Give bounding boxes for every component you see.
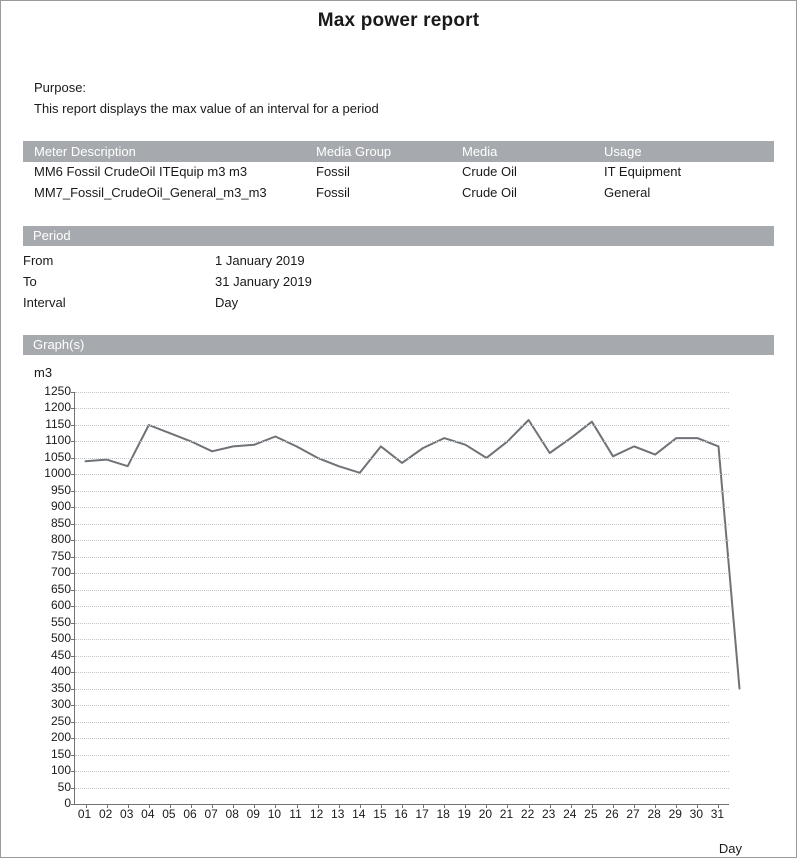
cell-media: Crude Oil xyxy=(462,164,517,179)
y-tick-label: 350 xyxy=(50,680,71,695)
x-tick-label: 11 xyxy=(289,807,302,821)
chart-gridline xyxy=(75,573,729,574)
y-tick-mark xyxy=(71,458,75,459)
y-tick-label: 1050 xyxy=(44,449,71,464)
period-value-from: 1 January 2019 xyxy=(215,253,305,268)
meters-section xyxy=(23,141,774,204)
chart xyxy=(1,386,754,856)
list-item xyxy=(23,271,774,292)
x-tick-label: 24 xyxy=(563,807,577,821)
y-tick-mark xyxy=(71,540,75,541)
y-tick-mark xyxy=(71,639,75,640)
column-header-media: Media xyxy=(462,141,604,162)
y-tick-label: 200 xyxy=(50,730,71,745)
y-tick-label: 300 xyxy=(50,697,71,712)
y-tick-mark xyxy=(71,623,75,624)
chart-gridline xyxy=(75,738,729,739)
purpose-text: This report displays the max value of an interval for a period xyxy=(34,101,379,116)
x-tick-label: 04 xyxy=(141,807,155,821)
y-tick-label: 1250 xyxy=(44,384,71,398)
y-tick-label: 950 xyxy=(50,482,71,497)
y-tick-label: 700 xyxy=(50,565,71,580)
x-tick-label: 07 xyxy=(204,807,218,821)
x-tick-label: 12 xyxy=(309,807,324,821)
y-tick-label: 250 xyxy=(50,713,71,728)
y-tick-mark xyxy=(71,689,75,690)
x-tick-label: 25 xyxy=(584,807,598,821)
x-tick-label: 19 xyxy=(457,807,471,821)
period-key-from: From xyxy=(23,253,54,268)
y-tick-mark xyxy=(71,804,75,805)
chart-gridline xyxy=(75,639,729,640)
purpose-label: Purpose: xyxy=(34,80,87,95)
period-section xyxy=(23,226,774,313)
period-value-to: 31 January 2019 xyxy=(215,274,312,289)
y-tick-label: 650 xyxy=(50,581,71,596)
x-tick-label: 15 xyxy=(373,807,387,821)
y-tick-mark xyxy=(71,738,75,739)
column-header-media-group: Media Group xyxy=(316,141,462,162)
x-tick-label: 02 xyxy=(98,807,113,821)
y-tick-mark xyxy=(71,425,75,426)
cell-meter-description: MM7_Fossil_CrudeOil_General_m3_m3 xyxy=(34,185,267,200)
y-axis-unit-label: m3 xyxy=(34,365,53,380)
chart-gridline xyxy=(75,524,729,525)
cell-media-group: Fossil xyxy=(316,164,350,179)
x-tick-label: 13 xyxy=(331,807,345,821)
period-key-interval: Interval xyxy=(23,295,66,310)
chart-gridline xyxy=(75,491,729,492)
chart-gridline xyxy=(75,623,729,624)
chart-gridline xyxy=(75,672,729,673)
y-tick-mark xyxy=(71,474,75,475)
y-tick-mark xyxy=(71,441,75,442)
x-tick-label: 06 xyxy=(183,807,197,821)
chart-gridline xyxy=(75,557,729,558)
chart-gridline xyxy=(75,722,729,723)
y-tick-mark xyxy=(71,705,75,706)
x-tick-label: 18 xyxy=(436,807,450,821)
x-tick-label: 03 xyxy=(120,807,134,821)
y-tick-label: 50 xyxy=(57,779,71,794)
y-tick-mark xyxy=(71,507,75,508)
x-tick-label: 29 xyxy=(668,807,682,821)
y-tick-mark xyxy=(71,656,75,657)
x-tick-label: 20 xyxy=(478,807,493,821)
x-tick-label: 22 xyxy=(520,807,535,821)
chart-gridline xyxy=(75,771,729,772)
meters-table xyxy=(23,141,774,204)
purpose-block xyxy=(34,78,796,118)
chart-gridline xyxy=(75,507,729,508)
y-tick-label: 550 xyxy=(50,614,71,629)
x-axis-title: Day xyxy=(718,841,742,856)
column-header-meter-description: Meter Description xyxy=(23,141,316,162)
x-tick-label: 14 xyxy=(352,807,366,821)
chart-gridline xyxy=(75,788,729,789)
y-tick-label: 150 xyxy=(50,746,71,761)
y-tick-label: 500 xyxy=(50,631,71,646)
cell-usage: IT Equipment xyxy=(604,164,682,179)
x-tick-label: 16 xyxy=(394,807,408,821)
x-tick-label: 23 xyxy=(541,807,556,821)
y-tick-mark xyxy=(71,408,75,409)
y-tick-label: 750 xyxy=(50,548,71,563)
cell-usage: General xyxy=(604,185,651,200)
x-tick-label: 28 xyxy=(647,807,661,821)
cell-media: Crude Oil xyxy=(462,185,517,200)
y-tick-label: 600 xyxy=(50,598,71,613)
y-tick-mark xyxy=(71,771,75,772)
y-tick-label: 100 xyxy=(50,763,71,778)
chart-line-series xyxy=(75,392,729,804)
period-key-to: To xyxy=(23,274,37,289)
y-tick-label: 1000 xyxy=(44,466,71,481)
chart-gridline xyxy=(75,590,729,591)
y-tick-label: 450 xyxy=(50,647,71,662)
chart-gridline xyxy=(75,408,729,409)
y-tick-label: 0 xyxy=(64,796,71,810)
cell-media-group: Fossil xyxy=(316,185,350,200)
chart-gridline xyxy=(75,441,729,442)
x-tick-label: 10 xyxy=(267,807,282,821)
y-tick-label: 400 xyxy=(50,664,71,679)
y-tick-label: 1100 xyxy=(45,433,71,448)
cell-meter-description: MM6 Fossil CrudeOil ITEquip m3 m3 xyxy=(34,164,248,179)
period-section-title: Period xyxy=(23,226,774,246)
x-tick-label: 08 xyxy=(225,807,239,821)
chart-gridline xyxy=(75,705,729,706)
period-table xyxy=(23,250,774,313)
y-tick-label: 800 xyxy=(50,532,71,547)
chart-gridline xyxy=(75,606,729,607)
graphs-section-title: Graph(s) xyxy=(23,335,774,355)
x-tick-label: 01 xyxy=(77,807,92,821)
period-value-interval: Day xyxy=(215,295,239,310)
y-tick-mark xyxy=(71,491,75,492)
chart-plot-area xyxy=(74,392,729,805)
chart-gridline xyxy=(75,392,729,393)
y-tick-mark xyxy=(71,557,75,558)
y-tick-label: 850 xyxy=(50,515,71,530)
chart-gridline xyxy=(75,458,729,459)
y-tick-label: 1150 xyxy=(45,416,71,431)
chart-gridline xyxy=(75,474,729,475)
y-tick-mark xyxy=(71,590,75,591)
table-header-row xyxy=(23,141,774,162)
y-tick-mark xyxy=(71,755,75,756)
x-tick-label: 17 xyxy=(415,807,429,821)
y-tick-mark xyxy=(71,606,75,607)
x-tick-label: 09 xyxy=(246,807,260,821)
x-tick-label: 30 xyxy=(689,807,704,821)
chart-gridline xyxy=(75,425,729,426)
table-row xyxy=(23,183,774,204)
y-tick-mark xyxy=(71,573,75,574)
list-item xyxy=(23,250,774,271)
y-tick-mark xyxy=(71,392,75,393)
y-tick-mark xyxy=(71,722,75,723)
x-tick-label: 05 xyxy=(162,807,176,821)
y-tick-mark xyxy=(71,524,75,525)
y-tick-mark xyxy=(71,788,75,789)
column-header-usage: Usage xyxy=(604,141,774,162)
chart-gridline xyxy=(75,540,729,541)
x-tick-label: 26 xyxy=(605,807,619,821)
table-row xyxy=(23,162,774,183)
list-item xyxy=(23,292,774,313)
y-tick-label: 900 xyxy=(50,499,71,514)
graphs-section xyxy=(23,335,774,355)
y-tick-label: 1200 xyxy=(44,400,71,415)
chart-gridline xyxy=(75,755,729,756)
x-tick-label: 21 xyxy=(499,807,514,821)
chart-gridline xyxy=(75,656,729,657)
x-tick-label: 31 xyxy=(710,807,725,821)
page-title: Max power report xyxy=(317,10,480,31)
y-tick-mark xyxy=(71,672,75,673)
chart-gridline xyxy=(75,689,729,690)
x-tick-label: 27 xyxy=(626,807,640,821)
